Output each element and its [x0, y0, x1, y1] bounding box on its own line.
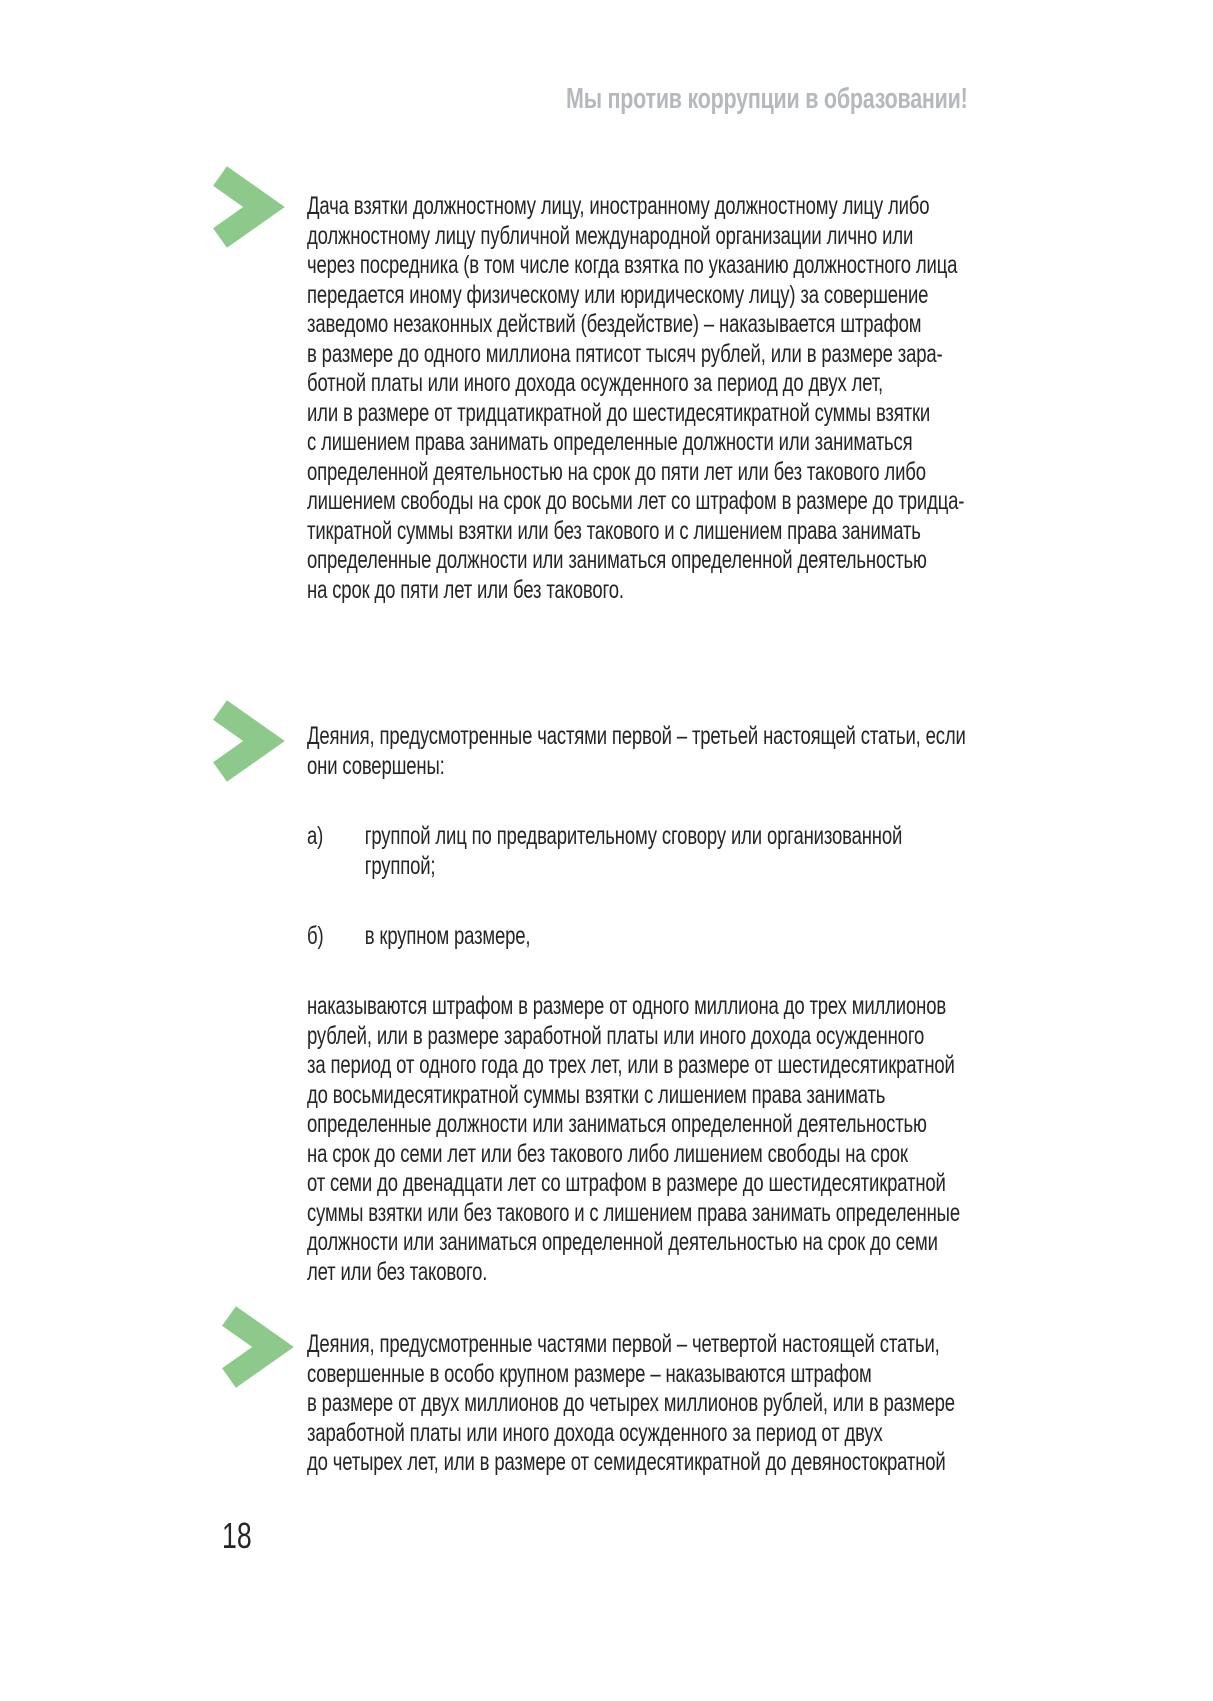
text-line: Деяния, предусмотренные частями первой – четвертой настоящей статьи,	[307, 1330, 940, 1358]
text-line: за период от одного года до трех лет, или в размере от шестидесятикратной	[307, 1051, 955, 1079]
list-item-text	[365, 822, 902, 881]
text-line: заработной платы или иного дохода осужденного за период от двух	[307, 1418, 883, 1447]
text-line: наказываются штрафом в размере от одного миллиона до трех миллионов	[307, 992, 947, 1020]
text-line: заведомо незаконных действий (бездействие) – наказывается штрафом	[307, 310, 922, 338]
text-line: в крупном размере,	[364, 922, 531, 950]
chevron-right-icon	[219, 1306, 289, 1388]
text-line: суммы взятки или без такового и с лишением права занимать определенные	[307, 1198, 960, 1227]
text-line: в размере от двух миллионов до четырех миллионов рублей, или в размере	[307, 1389, 955, 1417]
text-line: определенной деятельностью на срок до пяти лет или без такового либо	[307, 457, 926, 486]
list-item-text	[365, 922, 531, 952]
chevron-right-icon	[210, 700, 280, 782]
list-item-a	[307, 822, 977, 881]
text-line: они совершены:	[307, 751, 445, 780]
paragraph-especially-large	[307, 1330, 977, 1478]
text-line: на срок до семи лет или без такового либо лишением свободы на срок	[307, 1139, 908, 1168]
chevron-right-icon	[210, 166, 280, 248]
text-line: передается иному физическому или юридическому лицу) за совершение	[307, 280, 929, 309]
text-line: группой;	[364, 851, 436, 880]
paragraph-bribe-giving	[307, 192, 977, 605]
text-line: должностному лицу публичной международной организации лично или	[307, 221, 914, 250]
text-line: лет или без такового.	[307, 1257, 488, 1286]
text-line: группой лиц по предварительному сговору или организованной	[364, 822, 903, 850]
text-line: на срок до пяти лет или без такового.	[307, 575, 624, 604]
text-line: от семи до двенадцати лет со штрафом в размере до шестидесятикратной	[307, 1169, 946, 1197]
text-line: через посредника (в том числе когда взятка по указанию должностного лица	[307, 251, 958, 279]
paragraph-acts-intro	[307, 722, 977, 781]
text-line: Дача взятки должностному лицу, иностранному должностному лицу либо	[307, 192, 930, 220]
paragraph-punishment	[307, 992, 977, 1287]
text-line: тикратной суммы взятки или без такового и с лишением права занимать	[307, 516, 921, 545]
text-line: с лишением права занимать определенные должности или заниматься	[307, 428, 913, 456]
running-header: Мы против коррупции в образовании!	[566, 83, 968, 115]
list-item-label: а)	[307, 822, 324, 850]
text-line: или в размере от тридцатикратной до шестидесятикратной суммы взятки	[307, 398, 931, 427]
text-line: должности или заниматься определенной деятельностью на срок до семи	[307, 1228, 938, 1256]
text-line: до четырех лет, или в размере от семидесятикратной до девяностократной	[307, 1448, 946, 1476]
text-line: определенные должности или заниматься определенной деятельностью	[307, 1110, 927, 1138]
text-line: ботной платы или иного дохода осужденного за период до двух лет,	[307, 369, 884, 397]
page-number: 18	[222, 1515, 252, 1556]
text-line: рублей, или в размере заработной платы или иного дохода осужденного	[307, 1021, 925, 1050]
text-line: лишением свободы на срок до восьми лет со штрафом в размере до тридца-	[307, 487, 965, 515]
text-line: Деяния, предусмотренные частями первой – третьей настоящей статьи, если	[307, 722, 966, 750]
list-item-label: б)	[307, 922, 324, 950]
text-line: совершенные в особо крупном размере – наказываются штрафом	[307, 1359, 872, 1388]
text-line: в размере до одного миллиона пятисот тысяч рублей, или в размере зара-	[307, 339, 943, 368]
list-item-b	[307, 922, 977, 952]
text-line: определенные должности или заниматься определенной деятельностью	[307, 546, 927, 574]
text-line: до восьмидесятикратной суммы взятки с лишением права занимать	[307, 1080, 886, 1109]
